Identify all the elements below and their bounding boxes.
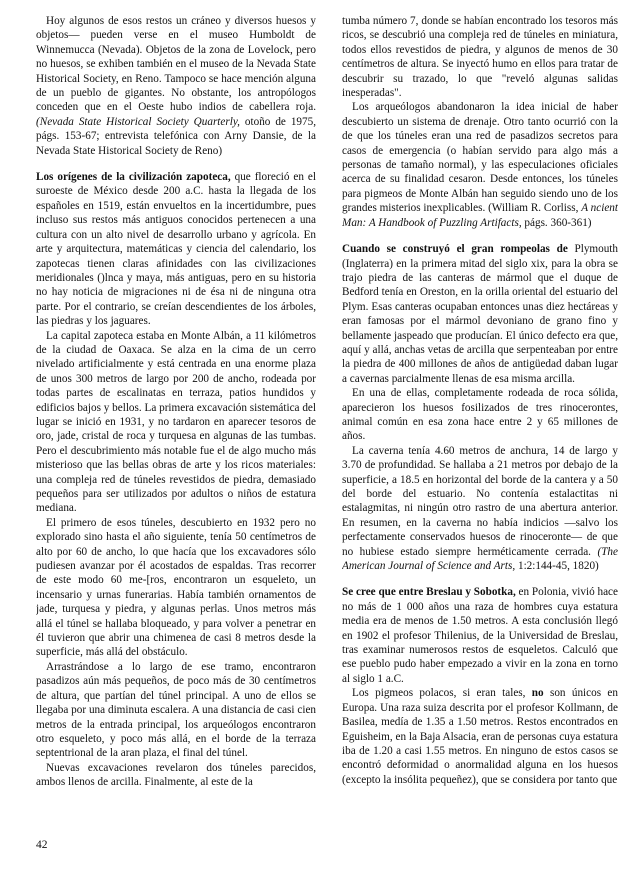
- paragraph-tomb-seven: tumba número 7, donde se habían encontrado los tesoros más ricos, se descubrió una compleja red de túneles en miniatura, todos ellos revestidos de piedra, y algunos de menos de 30 centímetros de altura. Se inyectó humo en ellos para tratar de descubrir su trazado, lo que "reveló algunas salidas inesperadas".: [342, 15, 618, 100]
- paragraph-text: son únicos en Europa. Una raza suiza descrita por el profesor Kollmann, de Basilea, medía de 1.35 a 1.50 metros. Restos encontrados en Eguisheim, en la Baja Alsacia, eran de personas cuya estatura iba de 1.20 a casi 1.55 metros. En ninguno de estos casos se encontró deformidad o anormalidad alguna en los huesos (excepto la insólita pequeñez), que se considera por tanto que: [342, 687, 618, 786]
- section-lead-heading: Cuando se construyó el gran rompeolas de: [342, 243, 568, 256]
- paragraph-new-excavations: Nuevas excavaciones revelaron dos túneles parecidos, ambos llenos de arcilla. Finalmente, al este de la: [36, 761, 316, 789]
- citation-title: A ncient Man: A Handbook of Puzzling Artifacts,: [342, 202, 618, 229]
- paragraph-text: Plymouth (Inglaterra) en la primera mitad del siglo xix, para la obra se trajo piedra de las canteras de mármol que el duque de Bedford tenía en Oreston, en la orilla oriental del estuario del Plym. Esas canteras ocupaban entonces unas diez hectáreas y eran famosas por el mármol devoniano de grano fino y bellamente jaspeado que producían. El único defecto era que, aquí y allá, anchas vetas de arcilla que serpenteaban por entre la piedra de 400 millones de años de antigüedad daban lugar a cavernas parcialmente llenas de esa misma arcilla.: [342, 243, 618, 385]
- paragraph-cavern-dimensions: [342, 444, 618, 574]
- emphasis-word: no: [531, 687, 544, 700]
- section-lead-heading: Se cree que entre Breslau y Sobotka,: [342, 586, 516, 599]
- paragraph-polish-pygmies: [342, 686, 618, 787]
- paragraph-monte-alban: La capital zapoteca estaba en Monte Albán, a 11 kilómetros de la ciudad de Oaxaca. Se alza en la cima de un cerro nivelado artificialmente y está centrada en una enorme plaza de unos 300 metros de largo por 200 de ancho, rodeada por todas partes de escalinatas en terraza, patios hundidos y edificios bajos y bellos. La primera excavación sistemática del lugar se inició en 1931, y no tardaron en aparecer tesoros de oro, jade, cristal de roca y turquesa en algunas de las tumbas. Pero el descubrimiento más notable fue el de algo mucho más misterioso que las bellas obras de arte y los ricos materiales: una compleja red de túneles revestidos de piedra, demasiado pequeños para ser utilizados por adultos o niños de estatura mediana.: [36, 329, 316, 515]
- section-lead-heading: Los orígenes de la civilización zapoteca,: [36, 171, 231, 184]
- paragraph-text: que floreció en el suroeste de México desde 200 a.C. hasta la llegada de los españoles en 1519, están envueltos en la incertidumbre, pues incluso sus restos más antiguos conocidos pertenecen a una cultura con un alto nivel de desarrollo urbano y agrícola. En arte y arquitectura, matemáticas y ciencia del calendario, los zapotecas tienen claras afinidades con las civilizaciones meridionales ()lnca y maya, más antiguas, pero en su historia no hay noticia de migraciones ni de ésa ni de ninguna otra parte. Por el contrario, se creían descendientes de los árboles, las piedras y los jaguares.: [36, 171, 316, 328]
- paragraph-text: en Polonia, vivió hace no más de 1 000 años una raza de hombres cuya estatura media era de menos de 1.50 metros. A esta conclusión llegó en 1902 el profesor Thilenius, de la Universidad de Breslau, tras examinar numerosos restos de esqueletos. Calculó que ese pueblo pudo haber empezado a vivir en la zona en torno al siglo 1 a.C.: [342, 586, 618, 685]
- paragraph-archaeologists-abandoned: [342, 100, 618, 230]
- paragraph-lovelock-remains: [36, 14, 316, 158]
- citation-title: (The American Journal of Science and Arts,: [342, 545, 618, 573]
- paragraph-plymouth-breakwater: [342, 242, 618, 386]
- paragraph-text: Los pigmeos polacos, si eran tales,: [352, 687, 532, 700]
- citation-details: 1:2:144-45, 1820): [515, 560, 599, 573]
- left-column: [36, 14, 316, 790]
- citation-details: págs. 360-361): [521, 216, 592, 229]
- paragraph-smaller-passages: Arrastrándose a lo largo de ese tramo, encontraron pasadizos aún más pequeños, de poco más de 30 centímetros de altura, que partían del túnel principal. A uno de ellos se llegaba por una diminuta escalera. A una distancia de casi cien metros de la entrada principal, los arqueólogos encontraron otro esqueleto, y poco más allá, en el borde de la terraza septentrional de la aran plaza, el final del túnel.: [36, 660, 316, 760]
- paragraph-text: Hoy algunos de esos restos un cráneo y diversos huesos y objetos— pueden verse en el museo Humboldt de Winnemucca (Nevada). Objetos de la zona de Lovelock, pero no huesos, se exhiben también en el museo de la Nevada State Historical Society, en Reno. Tampoco se hace mención alguna de un pueblo de gigantes. No obstante, los antropólogos conceden que en el Oeste hubo indios de cabellera roja.: [36, 15, 316, 114]
- paragraph-first-tunnel: El primero de esos túneles, descubierto en 1932 pero no explorado sino hasta el año siguiente, tenía 50 centímetros de alto por 60 de ancho, lo que hacía que los excavadores sólo pudiesen avanzar por él acostados de espaldas. Tras recorrer de este modo 60 me-[ros, encontraron un esqueleto, un incensario y urnas funerarias. Había también ornamentos de jade, turquesa y piedra, y algunas perlas. Unos metros más allá el túnel se hallaba bloqueado, y para volver a penetrar en él tuvieron que abrir una chimenea de casi 8 metros desde la superficie, más allá del obstáculo.: [36, 516, 316, 659]
- citation-details: otoño de 1975, págs. 153-67; entrevista telefónica con Arny Dansie, de la Nevada State Historical Society de Reno): [36, 115, 316, 157]
- page-number: 42: [36, 839, 48, 851]
- citation-title: (Nevada State Historical Society Quarterly,: [36, 115, 240, 128]
- right-column: [342, 14, 618, 787]
- paragraph-text: La caverna tenía 4.60 metros de anchura, 14 de largo y 3.70 de profundidad. Se hallaba a 21 metros por debajo de la superficie, a 18.5 en horizontal del borde de la cantera y a 50 del borde del estuario. No contenía estalactitas ni estalagmitas, ni ningún otro rastro de una abertura anterior. En resumen, en la caverna no había indicios —salvo los perfectamente conservados huesos de rinoceronte— de que no hubiese estado siempre herméticamente cerrada.: [342, 444, 618, 558]
- paragraph-zapotec-origins: [36, 170, 316, 328]
- paragraph-rhinoceros-bones: En una de ellas, completamente rodeada de roca sólida, aparecieron los huesos fosilizados de tres rinocerontes, animal común en esa zona hace entre 2 y 65 millones de años.: [342, 387, 618, 443]
- paragraph-breslau-sobotka: [342, 585, 618, 686]
- paragraph-text: Los arqueólogos abandonaron la idea inicial de haber descubierto un sistema de drenaje. Otro tanto ocurrió con la de que los túneles eran una red de pasadizos secretos para casos de emergencia (o habían servido para algo más a personas de tamaño normal), y las especulaciones oficiales acerca de su finalidad cesaron. Desde entonces, los túneles para pigmeos de Monte Albán han seguido siendo uno de los grandes misterios inexplicables. (William R. Corliss,: [342, 101, 618, 215]
